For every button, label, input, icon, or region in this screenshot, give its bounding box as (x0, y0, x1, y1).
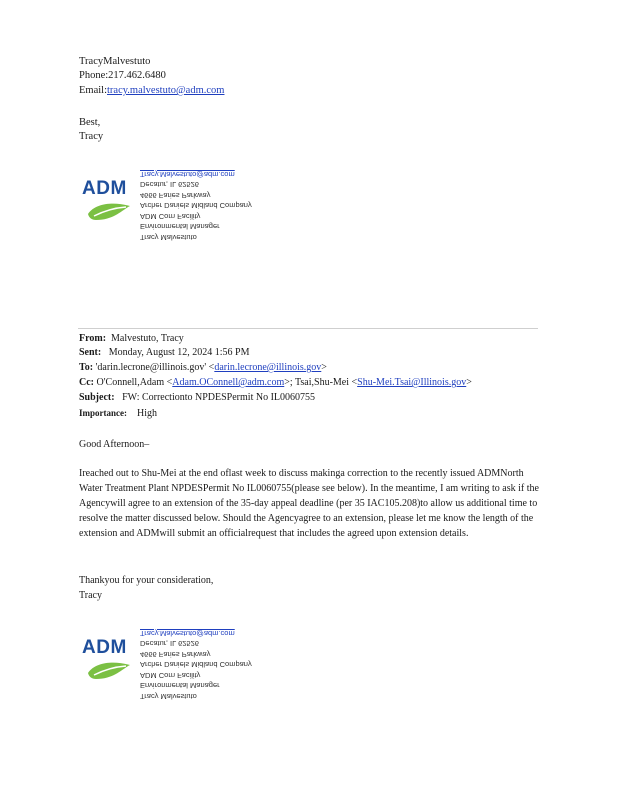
sig-line: 4666 Faries Parkway (140, 650, 211, 659)
signature-block-top (80, 166, 270, 244)
sig-line: ADM Corn Facility (140, 212, 201, 221)
sig-line: 4666 Faries Parkway (140, 191, 211, 200)
header-cc (79, 376, 472, 391)
cc1-name: O'Connell,Adam < (96, 377, 173, 388)
contact-email-label: Email: (79, 85, 107, 96)
sent-label: Sent: (79, 347, 102, 358)
sig-line: Archer Daniels Midland Company (140, 201, 252, 211)
subject-value: FW: Correctionto NPDESPermit No IL0060755 (122, 392, 316, 403)
leaf-icon (86, 200, 132, 224)
body-paragraph: Ireached out to Shu-Mei at the end oflast week to discuss makinga correction to the recently issued ADMNorth Water Treatment Plant NPDESPermit No IL0060755(please see below). In the meantime, I am writing to ask if the Agencywill agree to an extension of the 35-day appeal deadline (per 35 IAC105.208)to allow us additional time to resolve the matter discussed below. Should the Agencyagree to an extension, please let me know the length of the extension and ADMwill submit an officialrequest that includes the agreed upon extension details. (79, 468, 539, 539)
divider (78, 328, 538, 329)
sig-email[interactable]: Tracy.Malvestuto@adm.com (140, 629, 235, 638)
cc-mid: >; Tsai,Shu-Mei < (284, 377, 358, 388)
sig-line: Environmental Manager (140, 222, 220, 232)
sig-line: Archer Daniels Midland Company (140, 660, 252, 670)
from-label: From: (79, 333, 107, 344)
contact-email-link[interactable]: tracy.malvestuto@adm.com (107, 85, 225, 96)
cc1-email-link[interactable]: Adam.OConnell@adm.com (172, 377, 285, 388)
sig-line: Decatur, IL 62526 (140, 180, 199, 190)
contact-email-line (79, 84, 224, 98)
leaf-icon (86, 659, 132, 683)
header-to (79, 361, 327, 376)
adm-logo-text: ADM (82, 637, 127, 658)
header-importance (79, 406, 157, 422)
header-from (79, 332, 184, 347)
importance-value: High (137, 408, 157, 419)
importance-label: Importance: (79, 408, 127, 418)
cc-end: > (466, 377, 472, 388)
to-end: > (321, 362, 327, 373)
contact-name: TracyMalvestuto (79, 56, 151, 67)
adm-logo (80, 637, 136, 687)
signature-lines (140, 168, 275, 242)
sig-email[interactable]: Tracy.Malvestuto@adm.com (140, 170, 235, 179)
sent-value: Monday, August 12, 2024 1:56 PM (108, 347, 250, 358)
body-name: Tracy (79, 590, 102, 601)
sig-line: Environmental Manager (140, 681, 220, 691)
sig-line: Decatur, IL 62526 (140, 639, 199, 649)
header-sent (79, 346, 250, 361)
closing-best: Best, (79, 117, 101, 128)
contact-phone: Phone:217.462.6480 (79, 70, 166, 81)
header-subject (79, 391, 315, 406)
to-name: 'darin.lecrone@illinois.gov' < (95, 362, 215, 373)
adm-logo-text: ADM (82, 178, 127, 199)
sig-line: ADM Corn Facility (140, 671, 201, 680)
closing-name: Tracy (79, 131, 104, 142)
signature-lines (140, 627, 275, 701)
cc-label: Cc: (79, 377, 94, 388)
sig-line: Tracy Malvestuto (140, 692, 197, 701)
cc2-email-link[interactable]: Shu-Mei.Tsai@Illinois.gov (357, 377, 467, 388)
to-label: To: (79, 362, 94, 373)
to-email-link[interactable]: darin.lecrone@illinois.gov (214, 362, 322, 373)
from-value: Malvestuto, Tracy (111, 333, 184, 344)
greeting: Good Afternoon– (79, 439, 150, 450)
thanks: Thankyou for your consideration, (79, 575, 214, 586)
sig-line: Tracy Malvestuto (140, 233, 197, 242)
signature-block-bottom (80, 625, 270, 703)
subject-label: Subject: (79, 392, 115, 403)
adm-logo (80, 178, 136, 228)
